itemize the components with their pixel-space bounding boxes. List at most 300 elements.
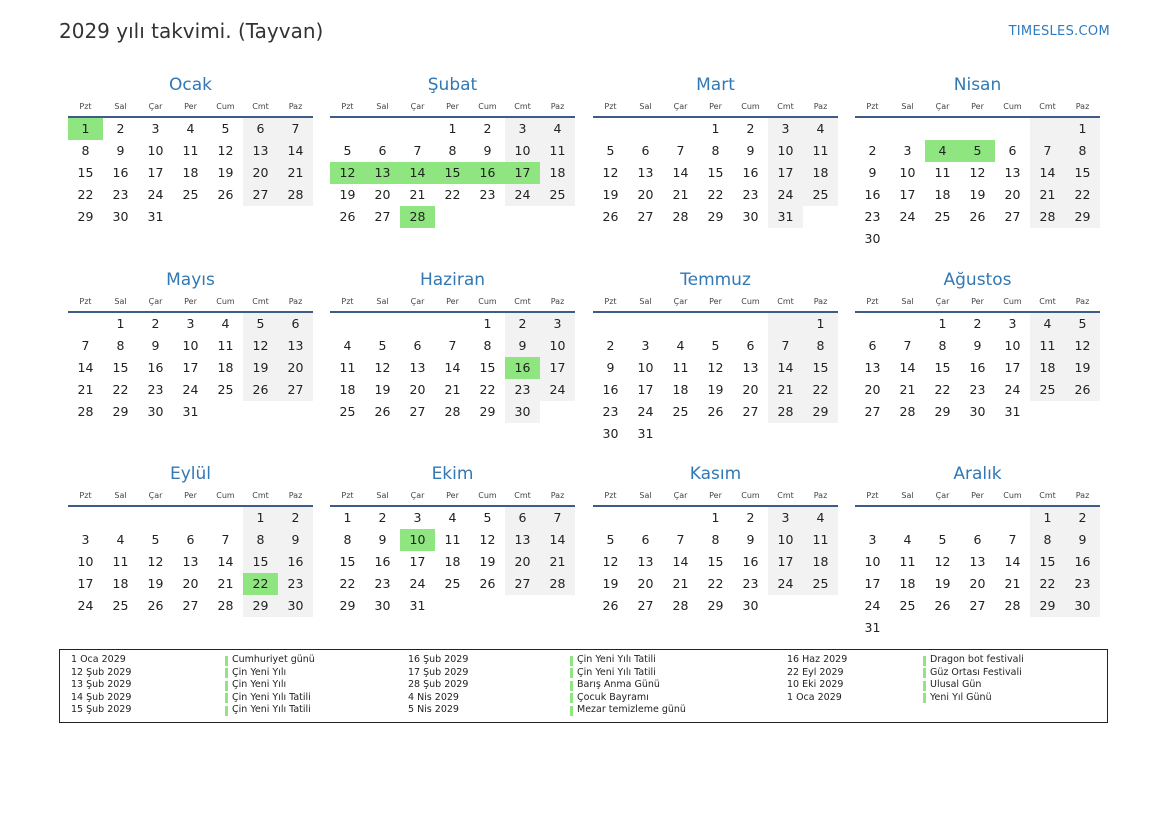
weekday-label: Per [709, 102, 722, 111]
weekday-label: Sal [114, 102, 127, 111]
day-cell: 23 [742, 187, 759, 202]
day-cell: 20 [864, 382, 881, 397]
day-cell: 7 [413, 143, 422, 158]
empty-cell [1065, 401, 1100, 423]
day-cell: 2 [973, 316, 982, 331]
weekday-label: Sal [639, 491, 652, 500]
day-cell: 22 [707, 576, 724, 591]
weekday-label: Çar [410, 102, 425, 111]
day-cell: 14 [278, 140, 313, 162]
day-cell: 1 [711, 510, 720, 525]
day-cell: 4 [540, 118, 575, 140]
empty-cell [365, 118, 400, 140]
day-cell: 20 [409, 382, 426, 397]
day-cell: 26 [243, 379, 278, 401]
weekday-label: Per [184, 491, 197, 500]
empty-cell [540, 401, 575, 423]
day-cell: 7 [448, 338, 457, 353]
day-cell: 10 [637, 360, 654, 375]
month-block [68, 269, 313, 423]
day-cell: 11 [540, 140, 575, 162]
day-cell: 4 [116, 532, 125, 547]
empty-cell [505, 595, 540, 617]
day-cell: 12 [243, 335, 278, 357]
day-cell: 17 [540, 357, 575, 379]
day-cell: 25 [899, 598, 916, 613]
day-cell: 10 [768, 140, 803, 162]
day-cell: 1 [243, 507, 278, 529]
empty-cell [1065, 228, 1100, 250]
weekday-label: Paz [550, 491, 565, 500]
empty-cell [855, 313, 890, 335]
day-cell: 20 [969, 576, 986, 591]
day-cell: 17 [147, 165, 164, 180]
weekday-header [855, 101, 1100, 113]
day-cell: 28 [768, 401, 803, 423]
day-cell: 25 [934, 209, 951, 224]
day-cell: 2 [278, 507, 313, 529]
day-cell: 15 [1030, 551, 1065, 573]
day-cell: 19 [243, 357, 278, 379]
month-name: Eylül [169, 464, 212, 484]
empty-cell [960, 617, 995, 639]
day-cell: 10 [864, 554, 881, 569]
weekday-label: Cmt [1039, 102, 1056, 111]
day-cell: 29 [707, 598, 724, 613]
day-cell: 28 [400, 206, 435, 228]
legend-date: 13 Şub 2029 [71, 679, 132, 690]
legend-color-marker [225, 668, 228, 678]
empty-cell [208, 401, 243, 423]
empty-cell [960, 228, 995, 250]
day-cell: 15 [707, 554, 724, 569]
empty-cell [1030, 401, 1065, 423]
day-cell: 26 [147, 598, 164, 613]
weekday-label: Cum [741, 297, 760, 306]
empty-cell [960, 507, 995, 529]
day-cell: 3 [81, 532, 90, 547]
day-cell: 11 [803, 529, 838, 551]
day-cell: 8 [448, 143, 457, 158]
month-name: Mart [696, 75, 735, 95]
day-cell: 19 [1065, 357, 1100, 379]
weekday-label: Pzt [604, 491, 617, 500]
day-grid [593, 313, 838, 445]
day-cell: 21 [77, 382, 94, 397]
empty-cell [505, 206, 540, 228]
legend-date: 12 Şub 2029 [71, 666, 132, 678]
day-cell: 28 [1030, 206, 1065, 228]
day-cell: 23 [742, 576, 759, 591]
day-cell: 6 [413, 338, 422, 353]
day-cell: 11 [934, 165, 951, 180]
month-block [68, 74, 313, 228]
day-cell: 14 [1004, 554, 1021, 569]
empty-cell [628, 118, 663, 140]
weekday-label: Pzt [866, 297, 879, 306]
day-cell: 6 [868, 338, 877, 353]
weekday-label: Per [446, 102, 459, 111]
empty-cell [960, 118, 995, 140]
day-cell: 29 [243, 595, 278, 617]
day-cell: 9 [973, 338, 982, 353]
empty-cell [435, 206, 470, 228]
day-grid [330, 313, 575, 423]
day-cell: 14 [672, 165, 689, 180]
empty-cell [698, 313, 733, 335]
day-grid [593, 118, 838, 228]
day-cell: 30 [969, 404, 986, 419]
weekday-label: Çar [148, 297, 163, 306]
empty-cell [540, 206, 575, 228]
empty-cell [925, 507, 960, 529]
day-cell: 12 [1065, 335, 1100, 357]
weekday-label: Sal [376, 491, 389, 500]
day-cell: 5 [1065, 313, 1100, 335]
day-cell: 6 [746, 338, 755, 353]
weekday-label: Cmt [777, 102, 794, 111]
day-cell: 13 [864, 360, 881, 375]
empty-cell [330, 118, 365, 140]
weekday-label: Cum [478, 102, 497, 111]
day-cell: 7 [1030, 140, 1065, 162]
day-cell: 12 [969, 165, 986, 180]
day-cell: 25 [540, 184, 575, 206]
month-block [855, 269, 1100, 423]
day-cell: 18 [339, 382, 356, 397]
day-cell: 14 [768, 357, 803, 379]
day-cell: 25 [444, 576, 461, 591]
month-name: Nisan [953, 75, 1002, 95]
day-cell: 27 [182, 598, 199, 613]
day-cell: 1 [343, 510, 352, 525]
day-cell: 17 [1004, 360, 1021, 375]
day-cell: 11 [182, 143, 199, 158]
weekday-header [855, 490, 1100, 502]
weekday-label: Cmt [777, 297, 794, 306]
day-cell: 15 [112, 360, 129, 375]
legend-color-marker [570, 668, 573, 678]
day-cell: 9 [483, 143, 492, 158]
day-cell: 17 [182, 360, 199, 375]
empty-cell [890, 118, 925, 140]
day-cell: 7 [1008, 532, 1017, 547]
day-cell: 28 [672, 598, 689, 613]
day-cell: 3 [540, 313, 575, 335]
day-cell: 13 [1004, 165, 1021, 180]
weekday-label: Paz [1075, 102, 1090, 111]
empty-cell [470, 595, 505, 617]
day-cell: 13 [505, 529, 540, 551]
day-cell: 16 [742, 165, 759, 180]
day-cell: 3 [768, 118, 803, 140]
day-cell: 24 [147, 187, 164, 202]
day-cell: 15 [243, 551, 278, 573]
legend-color-marker [923, 681, 926, 691]
day-cell: 14 [77, 360, 94, 375]
day-cell: 25 [1030, 379, 1065, 401]
day-cell: 14 [672, 554, 689, 569]
day-cell: 26 [934, 598, 951, 613]
day-cell: 19 [217, 165, 234, 180]
weekday-label: Sal [376, 102, 389, 111]
day-cell: 17 [899, 187, 916, 202]
day-cell: 15 [479, 360, 496, 375]
day-cell: 16 [505, 357, 540, 379]
day-cell: 16 [864, 187, 881, 202]
day-cell: 19 [934, 576, 951, 591]
legend-color-marker [225, 656, 228, 666]
legend-date: 1 Oca 2029 [71, 654, 126, 665]
month-block [855, 74, 1100, 250]
legend-holiday-name: Çocuk Bayramı [577, 691, 649, 703]
day-cell: 24 [768, 573, 803, 595]
day-grid [68, 313, 313, 423]
day-cell: 5 [221, 121, 230, 136]
weekday-label: Çar [673, 491, 688, 500]
day-cell: 16 [742, 554, 759, 569]
day-cell: 28 [672, 209, 689, 224]
day-cell: 3 [768, 507, 803, 529]
weekday-header [855, 296, 1100, 308]
day-cell: 26 [217, 187, 234, 202]
day-cell: 30 [147, 404, 164, 419]
empty-cell [733, 313, 768, 335]
day-cell: 10 [540, 335, 575, 357]
weekday-label: Çar [935, 102, 950, 111]
day-cell: 23 [602, 404, 619, 419]
day-cell: 11 [899, 554, 916, 569]
day-cell: 24 [637, 404, 654, 419]
day-grid [330, 507, 575, 617]
day-cell: 6 [641, 532, 650, 547]
weekday-label: Paz [813, 491, 828, 500]
day-cell: 23 [1065, 573, 1100, 595]
weekday-header [593, 296, 838, 308]
day-cell: 9 [746, 143, 755, 158]
day-grid [68, 118, 313, 228]
day-cell: 12 [602, 554, 619, 569]
day-cell: 2 [378, 510, 387, 525]
day-cell: 4 [803, 118, 838, 140]
day-cell: 10 [768, 529, 803, 551]
empty-cell [1065, 617, 1100, 639]
legend-color-marker [570, 656, 573, 666]
day-cell: 7 [676, 532, 685, 547]
day-cell: 1 [938, 316, 947, 331]
day-cell: 18 [1030, 357, 1065, 379]
day-cell: 15 [435, 162, 470, 184]
day-cell: 31 [147, 209, 164, 224]
empty-cell [208, 206, 243, 228]
day-cell: 13 [637, 165, 654, 180]
day-cell: 24 [505, 184, 540, 206]
day-cell: 30 [602, 426, 619, 441]
day-cell: 18 [540, 162, 575, 184]
day-cell: 22 [1030, 573, 1065, 595]
weekday-label: Paz [550, 102, 565, 111]
day-cell: 26 [479, 576, 496, 591]
day-cell: 9 [606, 360, 615, 375]
day-cell: 18 [217, 360, 234, 375]
legend-date: 15 Şub 2029 [71, 704, 132, 715]
day-cell: 29 [339, 598, 356, 613]
day-cell: 25 [672, 404, 689, 419]
empty-cell [855, 118, 890, 140]
day-cell: 31 [409, 598, 426, 613]
day-cell: 8 [483, 338, 492, 353]
weekday-header [330, 101, 575, 113]
day-cell: 13 [243, 140, 278, 162]
month-name: Ağustos [943, 270, 1012, 290]
day-cell: 5 [711, 338, 720, 353]
day-cell: 15 [803, 357, 838, 379]
day-cell: 24 [768, 184, 803, 206]
day-cell: 20 [637, 576, 654, 591]
month-name: Mayıs [166, 270, 215, 290]
weekday-label: Pzt [604, 102, 617, 111]
day-cell: 11 [803, 140, 838, 162]
day-cell: 4 [343, 338, 352, 353]
day-cell: 25 [803, 184, 838, 206]
day-cell: 28 [217, 598, 234, 613]
month-block [593, 269, 838, 445]
empty-cell [470, 206, 505, 228]
empty-cell [995, 617, 1030, 639]
day-cell: 1 [1065, 118, 1100, 140]
month-block [330, 269, 575, 423]
day-cell: 8 [1030, 529, 1065, 551]
day-cell: 2 [483, 121, 492, 136]
weekday-label: Çar [148, 491, 163, 500]
day-cell: 29 [707, 209, 724, 224]
empty-cell [243, 206, 278, 228]
weekday-label: Cmt [514, 491, 531, 500]
empty-cell [663, 313, 698, 335]
weekday-label: Pzt [866, 102, 879, 111]
day-cell: 27 [864, 404, 881, 419]
month-name: Şubat [427, 75, 478, 95]
day-cell: 19 [147, 576, 164, 591]
day-cell: 22 [112, 382, 129, 397]
day-cell: 24 [864, 598, 881, 613]
weekday-label: Cmt [514, 102, 531, 111]
brand-link[interactable]: TIMESLES.COM [1008, 24, 1110, 39]
day-cell: 16 [278, 551, 313, 573]
day-cell: 28 [1004, 598, 1021, 613]
day-cell: 11 [672, 360, 689, 375]
day-cell: 24 [77, 598, 94, 613]
day-cell: 20 [505, 551, 540, 573]
weekday-header [68, 490, 313, 502]
day-cell: 2 [606, 338, 615, 353]
day-cell: 12 [374, 360, 391, 375]
weekday-header [68, 101, 313, 113]
day-cell: 18 [934, 187, 951, 202]
day-cell: 14 [217, 554, 234, 569]
weekday-label: Paz [550, 297, 565, 306]
legend-holiday-name: Güz Ortası Festivali [930, 666, 1022, 678]
weekday-label: Per [446, 491, 459, 500]
day-cell: 10 [77, 554, 94, 569]
day-cell: 17 [768, 162, 803, 184]
day-cell: 8 [116, 338, 125, 353]
weekday-label: Pzt [79, 491, 92, 500]
day-grid [593, 507, 838, 617]
day-cell: 7 [278, 118, 313, 140]
day-cell: 18 [899, 576, 916, 591]
month-block [593, 463, 838, 617]
day-cell: 24 [1004, 382, 1021, 397]
day-cell: 13 [409, 360, 426, 375]
day-cell: 21 [672, 576, 689, 591]
weekday-label: Per [971, 102, 984, 111]
day-cell: 6 [378, 143, 387, 158]
month-name: Ocak [169, 75, 212, 95]
day-cell: 17 [505, 162, 540, 184]
month-block [855, 463, 1100, 639]
day-cell: 15 [707, 165, 724, 180]
empty-cell [593, 313, 628, 335]
day-cell: 11 [112, 554, 129, 569]
day-cell: 19 [374, 382, 391, 397]
legend-holiday-name: Yeni Yıl Günü [930, 691, 992, 703]
day-cell: 25 [217, 382, 234, 397]
empty-cell [803, 423, 838, 445]
day-cell: 10 [899, 165, 916, 180]
month-block [330, 463, 575, 617]
day-cell: 18 [444, 554, 461, 569]
day-cell: 23 [969, 382, 986, 397]
legend-holiday-name: Ulusal Gün [930, 679, 982, 690]
empty-cell [365, 313, 400, 335]
day-cell: 1 [711, 121, 720, 136]
day-cell: 20 [742, 382, 759, 397]
legend-color-marker [923, 668, 926, 678]
day-cell: 5 [606, 532, 615, 547]
day-cell: 2 [746, 121, 755, 136]
empty-cell [278, 401, 313, 423]
empty-cell [435, 313, 470, 335]
empty-cell [593, 118, 628, 140]
empty-cell [663, 118, 698, 140]
empty-cell [768, 423, 803, 445]
empty-cell [855, 507, 890, 529]
day-cell: 10 [147, 143, 164, 158]
day-cell: 12 [602, 165, 619, 180]
day-cell: 29 [112, 404, 129, 419]
day-cell: 3 [868, 532, 877, 547]
day-cell: 3 [186, 316, 195, 331]
day-cell: 22 [934, 382, 951, 397]
day-cell: 3 [903, 143, 912, 158]
weekday-label: Paz [288, 102, 303, 111]
day-cell: 21 [672, 187, 689, 202]
day-cell: 17 [77, 576, 94, 591]
day-cell: 8 [803, 335, 838, 357]
empty-cell [1030, 118, 1065, 140]
day-cell: 6 [278, 313, 313, 335]
day-cell: 18 [803, 162, 838, 184]
weekday-label: Per [184, 297, 197, 306]
weekday-label: Pzt [341, 491, 354, 500]
legend-date: 17 Şub 2029 [408, 666, 469, 678]
day-cell: 30 [742, 209, 759, 224]
day-cell: 27 [637, 598, 654, 613]
weekday-label: Paz [1075, 491, 1090, 500]
day-cell: 9 [1065, 529, 1100, 551]
day-cell: 10 [400, 529, 435, 551]
